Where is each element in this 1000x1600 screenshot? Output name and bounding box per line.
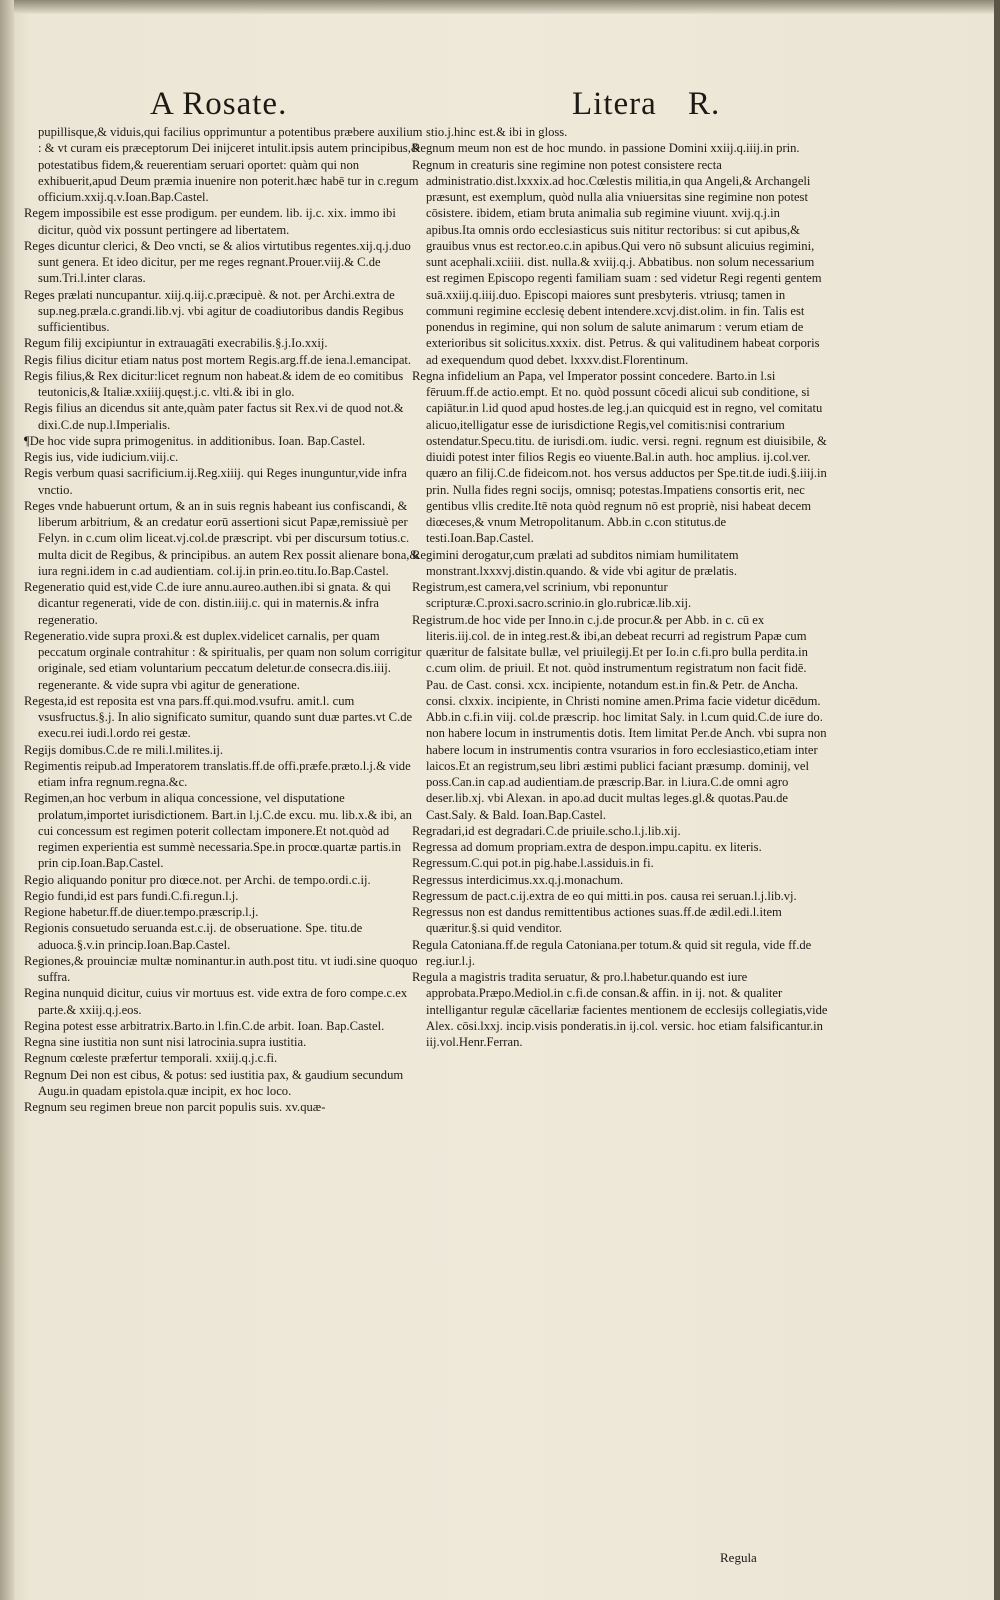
dictionary-entry: stio.j.hinc est.& ibi in gloss. — [426, 125, 568, 139]
dictionary-entry: Regnum cœleste præfertur temporali. xxiij.q.j.c.fi. — [24, 1051, 278, 1066]
dictionary-entry: Regem impossibile est esse prodigum. per eundem. lib. ij.c. xix. immo ibi dicitur, quòd vix possunt pertingere ad libertatem. — [24, 206, 396, 237]
dictionary-entry: Regeneratio.vide supra proxi.& est duplex.videlicet carnalis, per quam peccatum orginale contrahitur : & spiritualis, per quam non solum corrigitur originale, sed etiam voluntarium peccatum deletur.de consecra.dis.iiij. regenerante. & vide supra vbi agitur de generatione. — [24, 628, 422, 692]
catchword: Regula — [720, 1550, 757, 1565]
dictionary-entry: Reges dicuntur clerici, & Deo vncti, se & alios virtutibus regentes.xij.q.j.duo sunt genera. Et ideo dicitur, per me reges regnant.Prouer.viij.& C.de sum.Tri.l.inter claras. — [24, 238, 411, 286]
dictionary-entry: Regula Catoniana.ff.de regula Catoniana.per totum.& quid sit regula, vide ff.de reg.iur.l.j. — [412, 937, 812, 968]
dictionary-entry: Regis filius dicitur etiam natus post mortem Regis.arg.ff.de iena.l.emancipat. — [24, 352, 412, 367]
dictionary-entry: Regina nunquid dicitur, cuius vir mortuus est. vide extra de foro compe.c.ex parte.& xxiij.q.j.eos. — [24, 986, 408, 1017]
left-column — [24, 124, 424, 1115]
right-column — [412, 124, 828, 1050]
dictionary-entry: Regis ius, vide iudicium.viij.c. — [24, 450, 179, 464]
dictionary-entry: Regum filij excipiuntur in extrauagāti execrabilis.§.j.Io.xxij. — [24, 336, 328, 351]
dictionary-entry: Regimen,an hoc verbum in aliqua concessione, vel disputatione prolatum,importet iurisdictionem. Bart.in l.j.C.de excu. mu. lib.x.& ibi, an cui concessum est regimen poterit collectam imponere.Et not.quòd ad regimen experientia est summè necessaria.Spe.in procœ.quartæ partis.in prin cip.Ioan.Bap.Castel. — [24, 791, 412, 871]
dictionary-entry: Regressum de pact.c.ij.extra de eo qui mitti.in pos. causa rei seruan.l.j.lib.vj. — [412, 888, 797, 903]
dictionary-entry: Regnum Dei non est cibus, & potus: sed iustitia pax, & gaudium secundum Augu.in quadam epistola.quæ incipit, ex hoc loco. — [24, 1067, 404, 1098]
dictionary-entry: Regis filius an dicendus sit ante,quàm pater factus sit Rex.vi de quod not.& dixi.C.de nup.l.Imperialis. — [24, 401, 404, 432]
dictionary-entry: pupillisque,& viduis,qui facilius opprimuntur a potentibus præbere auxilium : & vt curam eis præceptorum Dei inijceret intulit.ipsis autem principibus,& potestatibus fidem,& reuerentiam seruari oportet: quàm qui non exhibuerit,apud Deum præmia inuenire non poterit.hæc habē tur in c.regum officium.xxij.q.v.Ioan.Bap.Castel. — [38, 125, 423, 204]
dictionary-entry: Regiones,& prouinciæ multæ nominantur.in auth.post titu. vt iudi.sine quoquo suffra. — [24, 953, 418, 984]
dictionary-entry: Regionis consuetudo seruanda est.c.ij. de obseruatione. Spe. titu.de aduoca.§.v.in princip.Ioan.Bap.Castel. — [24, 921, 363, 952]
dictionary-entry: Regna infidelium an Papa, vel Imperator possint concedere. Barto.in l.si fēruum.ff.de actio.empt. Et no. quòd possunt cōcedi alicui sub conditione, si capiātur.in l.id quod apud hostes.de leg.j.an quicquid est in regno, vel comitatu alicuo,itelligatur esse de iurisdictione Regis,vel comitis:nisi contrarium ostendatur.Specu.titu. de iurisdi.om. iudic. versi. regni. regnum est diuisibile, & diuidi potest inter filios Regis eo viuente.Bal.in auth. hoc amplius. ij.col.ver. quæro an filij.C.de fideicom.not. hos versus adductos per Spe.tit.de iudi.§.iiij.in prin. Nulla fides regni socijs, omnisq; potestas.Impatiens consortis erit, nec gentibus vllis credite.Itē nota quòd regnum nō est propriè, nisi habeat decem diœceses,& vnum Metropolitanum. Abb.in c.con stitutus.de testi.Ioan.Bap.Castel. — [412, 368, 827, 546]
dictionary-entry: Registrum.de hoc vide per Inno.in c.j.de procur.& per Abb. in c. cū ex literis.iij.col. de in integ.rest.& ibi,an debeat recurri ad registrum Papæ cum quæritur de falsitate bullæ, vel priuilegij.Et per Io.in c.fi.pro bulla perdita.in c.cum olim. de priuil. Et not. quòd instrumentum registratum non facit fidē. Pau. de Cast. consi. xcx. incipiente, notandum est.in fin.& Petr. de Ancha. consi. clxxix. incipiente, in Christi nomine amen.Prima facie videtur dicēdum. Abb.in c.fi.in viij. col.de præscrip. hoc limitat Saly. in l.cum quid.C.de iure do. non habere locum in instrumentis dotis. Item limitat Per.de Anch. vbi supra non habere locum in instrumentis contra vsurarios in foro ecclesiastico,etiam inter laicos.Et an registrum,seu libri æstimi publici faciant præsump. dominij, vel poss.Can.in cap.ad audientiam.de præscrip.Bar. in l.iura.C.de omni agro deser.lib.xj. vbi Alexan. in apo.ad ducit multas leges.gl.& quotas.Pau.de Cast.Saly. & Bald. Ioan.Bap.Castel. — [412, 612, 827, 822]
page-top-edge — [0, 0, 1000, 14]
dictionary-entry: Regnum in creaturis sine regimine non potest consistere recta administratio.dist.lxxxix.ad hoc.Cœlestis militia,in qua Angeli,& Archangeli præsunt, est exemplum, quòd nulla alia vniuersitas sine regimine non potest cōsistere. ibidem, etiam bruta animalia sub regimine viuunt. xvij.q.j.in apibus.Ita omnis ordo ecclesiasticus suis nititur rectoribus: si cut apibus,& grauibus vnus est rector.eo.c.in apibus.Qui vero nō subsunt alicuius regimini, sunt acephali.xciiii. dist. nulla.& xviij.q.j. Abbatibus. non solum necessarium est regimen Episcopo regenti familiam suam : sed videtur Regi regenti gentem suā.xxiij.q.iiij.duo. Episcopi maiores sunt presbyteris. vtriusq; tamen in communi regimine ecclesię debent intendere.xcvj.dist.olim. in fin. Talis est ponendus in regimine, qui non solum de salute animarum : verum etiam de exterioribus sit solicitus.xxxix. dist. Petrus. & qui valitudinem habeat corporis ad exequendum quod debet. lxxxv.dist.Florentinum. — [412, 157, 822, 367]
dictionary-entry: Regradari,id est degradari.C.de priuile.scho.l.j.lib.xij. — [412, 823, 681, 838]
page-right-edge — [994, 0, 1000, 1600]
dictionary-entry: Regula a magistris tradita seruatur, & pro.l.habetur.quando est iure approbata.Præpo.Mediol.in c.fi.de consan.& affin. in ij. not. & qualiter intelligantur regulæ cācellariæ facientes mentionem de ecclesijs collegiatis,vide Alex. cōsi.lxxj. incip.visis ponderatis.in ij.col. versic. hoc etiam falsificantur.in iij.vol.Henr.Ferran. — [412, 970, 828, 1049]
dictionary-entry: Regijs domibus.C.de re mili.l.milites.ij. — [24, 742, 224, 757]
dictionary-entry: Regressus interdicimus.xx.q.j.monachum. — [412, 872, 624, 887]
dictionary-entry: Regna sine iustitia non sunt nisi latrocinia.supra iustitia. — [24, 1035, 307, 1049]
header-author: A Rosate. — [150, 86, 288, 122]
dictionary-entry: Regis filius,& Rex dicitur:licet regnum non habeat.& idem de eo comitibus teutonicis,& Italiæ.xxiiij.quęst.j.c. vlti.& ibi in glo. — [24, 368, 404, 399]
dictionary-entry: Regeneratio quid est,vide C.de iure annu.aureo.authen.ibi si gnata. & qui dicantur regenerati, vide de con. distin.iiij.c. qui in maternis.& infra regeneratio. — [24, 580, 391, 627]
dictionary-entry: Regimini derogatur,cum prælati ad subditos nimiam humilitatem monstrant.lxxxvj.distin.quando. & vide vbi agitur de prælatis. — [412, 547, 739, 578]
dictionary-entry: ¶De hoc vide supra primogenitus. in additionibus. Ioan. Bap.Castel. — [24, 433, 366, 448]
dictionary-entry: Regio aliquando ponitur pro diœce.not. per Archi. de tempo.ordi.c.ij. — [24, 872, 371, 887]
dictionary-entry: Regressus non est dandus remittentibus actiones suas.ff.de ædil.edi.l.item quæritur.§.si quid venditor. — [412, 905, 782, 936]
dictionary-entry: Regressum.C.qui pot.in pig.habe.l.assiduis.in fi. — [412, 856, 654, 871]
dictionary-entry: Regnum seu regimen breue non parcit populis suis. xv.quæ- — [24, 1100, 326, 1114]
dictionary-entry: Registrum,est camera,vel scrinium, vbi reponuntur scripturæ.C.proxi.sacro.scrinio.in glo.rubricæ.lib.xij. — [412, 580, 692, 611]
dictionary-entry: Regio fundi,id est pars fundi.C.fi.regun.l.j. — [24, 888, 239, 903]
dictionary-entry: Regimentis reipub.ad Imperatorem translatis.ff.de offi.præfe.præto.l.j.& vide etiam infra regnum.regna.&c. — [24, 758, 411, 789]
dictionary-entry: Reges prælati nuncupantur. xiij.q.iij.c.præcipuè. & not. per Archi.extra de sup.neg.præla.c.grandi.lib.vj. vbi agitur de coadiutoribus dandis Regibus sufficientibus. — [24, 287, 404, 334]
dictionary-entry: Reges vnde habuerunt ortum, & an in suis regnis habeant ius confiscandi, & liberum arbitrium, & an credatur eorū assertioni sicut Papæ,remissiuè per Felyn. in c.cum olim liceat.vj.col.de præscript. vbi per discursum totius.c. multa dicit de Regibus, & principibus. an autem Rex possit alienare bona,& iura regni.idem in c.ad audientiam. col.ij.in prin.eo.titu.Io.Bap.Castel. — [24, 498, 420, 578]
dictionary-entry: Regnum meum non est de hoc mundo. in passione Domini xxiij.q.iiij.in prin. — [412, 141, 800, 156]
header-letter: R. — [688, 86, 721, 122]
dictionary-entry: Regesta,id est reposita est vna pars.ff.qui.mod.vsufru. amit.l. cum vsusfructus.§.j. In alio significato sumitur, quando sunt duæ partes.vt C.de execu.rei iudi.l.ordo rei gestæ. — [24, 693, 413, 741]
dictionary-entry: Regione habetur.ff.de diuer.tempo.præscrip.l.j. — [24, 905, 259, 919]
dictionary-entry: Regis verbum quasi sacrificium.ij.Reg.xiiij. qui Reges inunguntur,vide infra vnctio. — [24, 466, 407, 497]
header-section: Litera — [572, 86, 657, 122]
binding-gutter — [0, 0, 14, 1600]
dictionary-entry: Regina potest esse arbitratrix.Barto.in l.fin.C.de arbit. Ioan. Bap.Castel. — [24, 1018, 385, 1033]
dictionary-entry: Regressa ad domum propriam.extra de despon.impu.capitu. ex literis. — [412, 840, 762, 854]
